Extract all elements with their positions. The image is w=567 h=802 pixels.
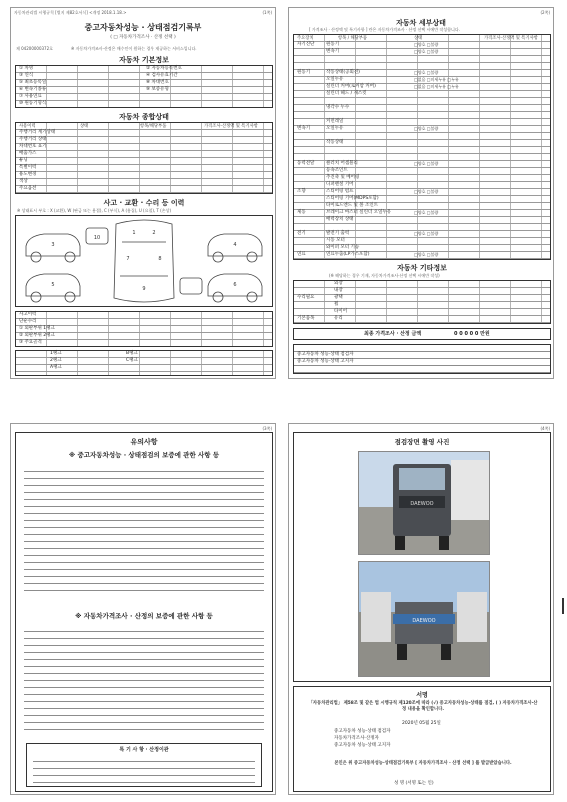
detail-item: 추진축 및 베어링 [326,175,360,180]
pricing-guarantee-paragraph [24,625,264,735]
summary-row: 차대번호 표기 [19,144,47,149]
wheel-icon [213,252,223,262]
status-checkbox-group[interactable]: □양호 □불량 [414,161,439,166]
status-checkbox-group[interactable]: □양호 □불량 [414,70,439,75]
signer-row: 중고자동차 성능·상태 점검자 [334,729,391,734]
page-number: (1쪽) [262,10,272,15]
diagram-number: 9 [142,286,146,292]
detail-item: 연료누출(LP가스포함) [326,252,370,257]
detail-item: 커먼레일 [326,119,344,124]
signature-frame [293,686,551,792]
detail-item: 작동상태(공회전) [326,70,360,75]
detail-group: 연료 [297,252,306,257]
certification-date: 2020년 05월 25일 [402,721,441,726]
detail-item: 클러치 어셈블리 [326,161,358,166]
page-2 [288,7,554,379]
notice-frame [15,432,273,792]
detail-group: 조향 [297,189,306,194]
inspection-photo-front [358,451,490,555]
other-info-title: 자동차 기타정보 [349,263,495,273]
status-checkbox-group[interactable]: □양호 □불량 [414,42,439,47]
page-3 [10,423,276,795]
wheel-icon [247,292,257,302]
summary-row: 색상 [19,179,28,184]
pricing-guarantee-heading: ※ 자동차가격조사 · 산정의 보증에 관한 사항 등 [75,612,213,620]
other-info-table [293,280,551,324]
status-checkbox-group[interactable]: □없음 □미세누유 □누유 [414,84,459,89]
summary-row: 용도변경 [19,172,37,177]
other-info-row: 휠 [334,302,339,307]
accident-row: 단순수리 [19,319,37,324]
special-note-title: 특 기 사 항 · 산정이관 [119,747,169,753]
diagram-number: 7 [126,256,130,262]
basic-info-row: ① 차명 [19,66,34,71]
final-amount-label: 최종 가격조사 · 산정 금액 [364,331,422,337]
signer-row: 중고자동차 성능·상태 고지자 [334,743,391,748]
other-info-row: 유리 [334,316,343,321]
wheel-icon [65,292,75,302]
status-checkbox-group[interactable]: □양호 □불량 [414,126,439,131]
accident-row: ① 외판부위 1랭크 [19,326,55,331]
rank-row: 2랭크 [50,358,62,363]
photo-frame [293,432,551,682]
special-note-text [33,755,255,785]
other-info-row: 광택 [334,295,343,300]
detail-status-table [293,34,551,260]
record-number: 제 04200000372호 [16,46,53,51]
certification-text: 「자동차관리법」 제58조 및 같은 법 시행규칙 제120조에 따라 (√) 중고자동차성능·상태를 점검, ( ) 자동차가격조사·산정 내용을 확인합니다. [308,701,538,712]
detail-item: 배력장치 상태 [326,217,354,222]
summary-row: 주행거리 상태 [19,137,47,142]
summary-row: 튜닝 [19,158,28,163]
special-note-box [26,743,262,787]
basic-info-row: ⑧ 차대번호 [146,80,169,85]
page-1 [10,7,276,379]
accident-diagram [15,215,273,307]
page-4 [288,423,554,795]
page-number: (4쪽) [540,426,550,431]
detail-item: 작동상태 [326,140,344,145]
wheel-icon [65,252,75,262]
rank-table [15,350,273,376]
basic-info-row: ③ 연식 [19,73,34,78]
detail-item: 발전기 출력 [326,231,350,236]
status-checkbox-group[interactable]: □양호 □불량 [414,231,439,236]
signature-table [293,344,551,374]
accident-legend: ※ 상태표시 부호 : X (교환), W (판금 또는 용접), C (부식), A (흠집), U (요철), T (손상) [17,208,172,213]
detail-item: 원동기 [326,42,340,47]
detail-item: 스티어링 펌프 [326,189,354,194]
basic-info-row: ⑩ 원동기형식 [19,101,47,106]
car-outline-diagram [16,216,272,306]
detail-item: 실린더 헤드 / 개스킷 [326,91,367,96]
diagram-number: 2 [152,230,156,236]
detail-item: 냉각수 누수 [326,105,350,110]
photo-section-title: 점검장면 촬영 사진 [394,438,450,446]
detail-item: 변속기 [326,49,340,54]
summary-row: 주행거리 계기상태 [19,130,56,135]
diagram-number: 8 [158,256,162,262]
summary-column-header: 사용이력 [19,124,36,129]
signature-row: 중고자동차 성능·상태 고지자 [297,359,354,364]
signature-title: 서명 [416,692,428,699]
summary-title: 자동차 종합상태 [71,112,217,122]
summary-table [15,122,273,194]
accident-row: ② 외판부위 2랭크 [19,333,55,338]
wheel-icon [31,292,41,302]
diagram-number: 6 [233,282,237,288]
status-checkbox-group[interactable]: □없음 □미세누유 □누유 [414,77,459,82]
wheel-icon [31,252,41,262]
page-title: 중고자동차성능 · 상태점검기록부 [84,23,202,32]
accident-row: ③ 주요골격 [19,340,42,345]
wheel-icon [213,292,223,302]
summary-column-header: 가격조사·산정액 및 특기사항 [204,124,258,129]
detail-column-header: 상태 [414,36,423,41]
detail-column-header: 가격조사·산정액 및 특기사항 [484,36,538,41]
detail-group: 변속기 [297,126,311,131]
detail-item: 시동 모터 [326,238,345,243]
basic-info-title: 자동차 기본정보 [71,55,217,65]
detail-item: 디퍼렌셜 기어 [326,182,354,187]
detail-column-header: 항목 / 해당부품 [338,36,368,41]
summary-column-header: 상태 [80,124,89,129]
other-info-row: 수리필요 [297,295,315,300]
signature-row: 중고자동차 성능·상태 점검자 [297,352,354,357]
wheel-icon [247,252,257,262]
receipt-text: 본인은 위 중고자동차성능·상태점검기록부 [ 자동차가격조사 · 산정 선택 ] 를 발급받았습니다. [334,761,512,766]
other-info-row: 내장 [334,288,343,293]
summary-row: 주요옵션 [19,186,37,191]
notice-title: 유의사항 [130,438,158,446]
signer-row: 자동차가격조사·산정자 [334,736,379,741]
basic-info-row: ② 자동차등록번호 [146,66,182,71]
detail-status-note: [ 가격조사 · 산정액 및 특기사항 ] 란은 자동차가격조사 · 산정 선택 시에만 작성합니다. [309,27,460,32]
basic-info-row: ④ 검사유효기간 [146,73,178,78]
other-info-row: 타이어 [334,309,348,314]
final-amount-value: 0 0 0 0 0 만원 [454,331,490,337]
rank-row: A랭크 [50,365,62,370]
scroll-edge-marker [562,598,564,614]
basic-info-row: ⑨ 보증유형 [146,87,169,92]
rank-row: C랭크 [126,358,138,363]
detail-group: 제동 [297,210,306,215]
pricing-option-label: ( □ 자동차가격조사 · 산정 선택 ) [110,35,176,40]
detail-item: 등속조인트 [326,168,348,173]
detail-item: 오일누유 [326,77,344,82]
detail-group: 동력전달 [297,161,315,166]
detail-item: 와이퍼 모터 기능 [326,245,360,250]
detail-item: 브레이크 마스터 실린더 오일누유 [326,210,392,215]
diagram-number: 1 [132,230,136,236]
receiver-signature: 성 명 (서명 또는 인) [394,781,434,786]
detail-group: 원동기 [297,70,311,75]
car-rear-view [180,278,202,294]
basic-info-row: ⑥ 변속기종류 [19,87,47,92]
inspection-guarantee-heading: ※ 중고자동차성능 · 상태점검의 보증에 관한 사항 등 [68,451,220,459]
other-info-note: (※ 해당하는 경우 기재, 자동차가격조사·산정 선택 시에만 작성) [329,273,440,278]
form-header-note: 자동차관리법 시행규칙 [별지 제82호서식] <개정 2018.1.18.> [14,10,127,15]
final-amount-box [293,328,551,340]
summary-row: 배출가스 [19,151,37,156]
detail-item: 타이로드엔드 및 볼 조인트 [326,203,379,208]
diagram-number: 5 [51,282,55,288]
detail-item: 오일누유 [326,126,344,131]
status-checkbox-group[interactable]: □양호 □불량 [414,49,439,54]
accident-table [15,311,273,347]
detail-group: 전기 [297,231,306,236]
truck-brand-text: DAEWOO [412,618,436,624]
diagram-number: 10 [93,235,101,241]
rank-row: 1랭크 [50,351,62,356]
other-info-row: 기본품목 [297,316,315,321]
page-number: (2쪽) [540,10,550,15]
basic-info-row: ⑦ 사용연료 [19,94,42,99]
pricing-notice: ※ 자동차가격조사·산정은 매수인이 원하는 경우 제공하는 서비스입니다. [71,46,197,51]
rank-row: B랭크 [126,351,138,356]
detail-item: 실린더 커버(로커암 커버) [326,84,376,89]
truck-brand-text: DAEWOO [410,501,434,507]
basic-info-row: ⑤ 최초등록일 [19,80,47,85]
detail-group: 자기진단 [297,42,315,47]
diagram-number: 4 [233,242,237,248]
status-checkbox-group[interactable]: □양호 □불량 [414,252,439,257]
diagram-number: 3 [51,242,55,248]
other-info-row: 외장 [334,281,343,286]
detail-item: 스티어링 기어(MDPS포함) [326,196,379,201]
accident-row: 사고이력 [19,312,37,317]
inspection-guarantee-paragraph [24,465,264,595]
status-checkbox-group[interactable]: □양호 □불량 [414,210,439,215]
detail-status-title: 자동차 세부상태 [396,19,446,27]
detail-column-header: 주요장치 [297,36,314,41]
summary-column-header: 항목/해당부품 [140,124,167,129]
page-number: (3쪽) [262,426,272,431]
summary-row: 특별이력 [19,165,37,170]
accident-history-title: 사고 · 교환 · 수리 등 이력 [51,198,237,208]
basic-info-table [15,65,273,108]
inspection-photo-rear [358,561,490,677]
status-checkbox-group[interactable]: □양호 □불량 [414,189,439,194]
